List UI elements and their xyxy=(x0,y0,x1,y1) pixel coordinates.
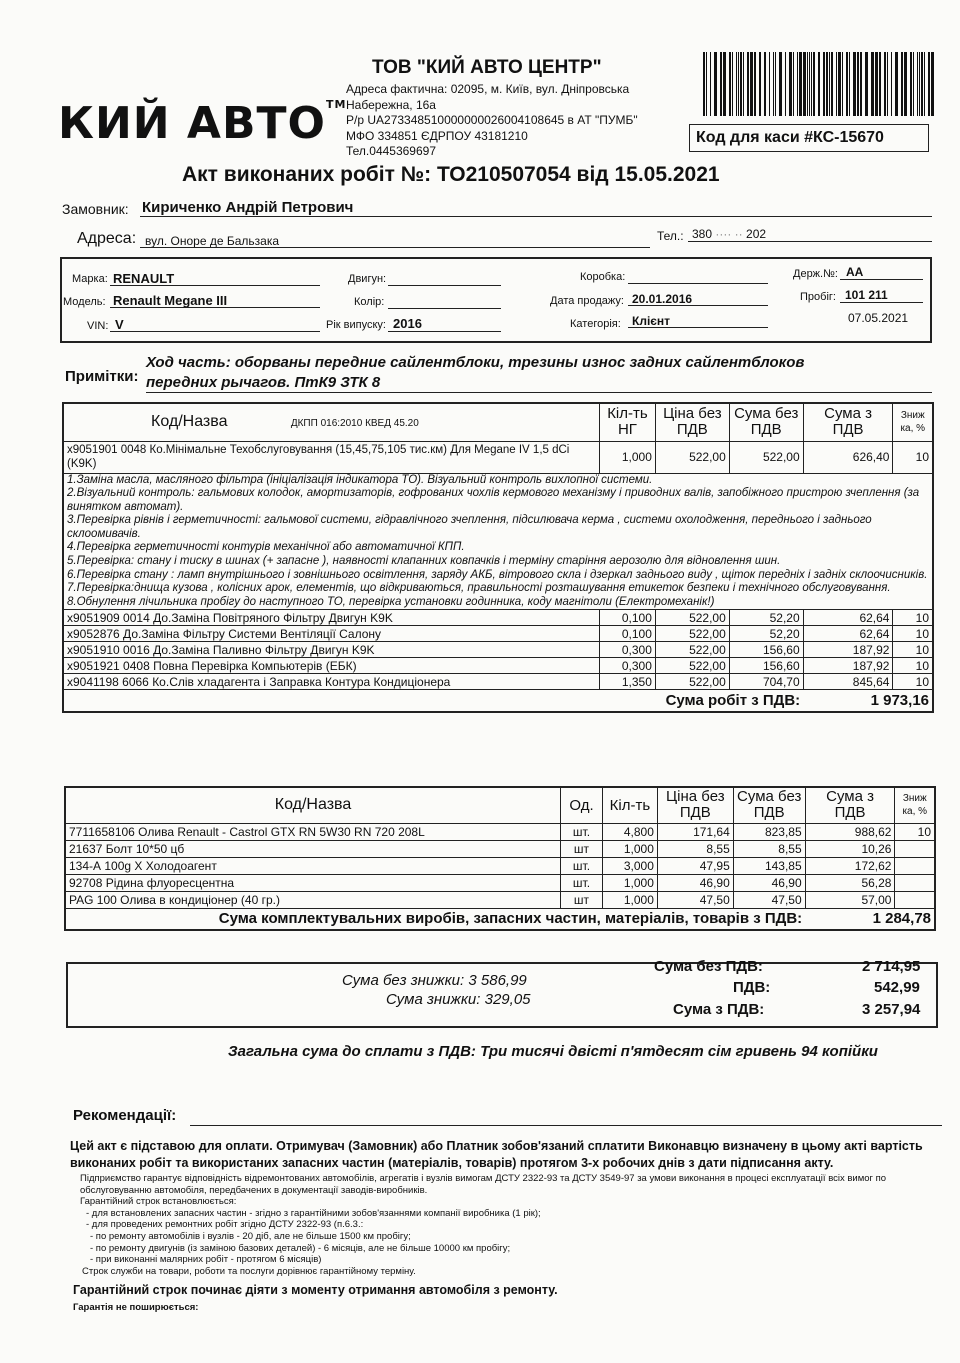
parts-row xyxy=(65,874,935,891)
address-line: МФО 334851 ЄДРПОУ 43181210 xyxy=(346,128,528,143)
total-in-words: Загальна сума до сплати з ПДВ: Три тисячі двісті п'ятдесят сім гривень 94 копійки xyxy=(228,1043,878,1060)
parts-row-unit: шт. xyxy=(561,857,603,874)
parts-row-discount xyxy=(895,874,935,891)
works-main-price: 522,00 xyxy=(655,441,729,473)
barcode-bar xyxy=(895,52,898,116)
works-row-sum-vat: 845,64 xyxy=(803,674,893,690)
parts-row-sum-vat: 10,26 xyxy=(805,840,895,857)
mileage-label: Пробіг: xyxy=(800,291,836,303)
works-row-price: 522,00 xyxy=(655,642,729,658)
barcode-bar xyxy=(769,52,770,116)
works-row-qty: 0,300 xyxy=(599,642,655,658)
address-line: Тел.0445369697 xyxy=(346,144,437,158)
vehicle-date: 07.05.2021 xyxy=(848,311,909,325)
barcode-bar xyxy=(813,52,815,116)
barcode-bar xyxy=(740,52,742,116)
works-header-qty: Кіл-ть НГ xyxy=(599,403,655,441)
parts-row xyxy=(65,891,935,908)
phone-label: Тел.: xyxy=(657,229,684,243)
customer-phone: 380 ···· ·· 202 xyxy=(692,227,767,241)
parts-row-price: 47,50 xyxy=(657,891,733,908)
works-step: 5.Перевірка: стану і тиску в шинах (+ запасне ), наявності клапанних ковпачків і терміну старіння аерозолю для відновлення шин. xyxy=(67,555,781,568)
parts-row-price: 171,64 xyxy=(657,823,733,840)
parts-row-qty: 4,800 xyxy=(602,823,657,840)
parts-row-qty: 3,000 xyxy=(602,857,657,874)
warranty-line: - для встановлених запасних частин - згідно з гарантійними зобов'язаннями компанії виробника (1 рік); xyxy=(86,1207,541,1219)
barcode-bar xyxy=(875,52,878,116)
parts-row-name: 21637 Болт 10*50 цб xyxy=(65,840,561,857)
barcode-bar xyxy=(838,52,841,116)
warranty-line: - по ремонту автомобілів і вузлів - 20 діб, але не більше 1500 км пробігу; xyxy=(90,1230,411,1242)
works-main-qty: 1,000 xyxy=(599,441,655,473)
mileage-value: 101 211 xyxy=(845,288,888,302)
works-step: 6.Перевірка стану : ламп внутрішнього і зовнішнього освітлення, заряду АКБ, вітрового скла і дзеркал заднього виду , щіток передніх і задніх склоочисників. xyxy=(67,568,928,581)
works-row-price: 522,00 xyxy=(655,674,729,690)
barcode-bar xyxy=(799,52,802,116)
works-row-name: х9051909 0014 До.Заміна Повітряного Фільтру Двигун K9K xyxy=(63,610,599,626)
works-row-qty: 0,100 xyxy=(599,610,655,626)
barcode-bar xyxy=(919,52,920,116)
parts-row-sum: 46,90 xyxy=(733,874,805,891)
parts-row-sum-vat: 172,62 xyxy=(805,857,895,874)
works-row xyxy=(63,674,933,690)
company-address xyxy=(346,82,638,160)
year-label: Рік випуску: xyxy=(326,319,386,331)
works-row-sum: 704,70 xyxy=(729,674,803,690)
parts-row-name: PAG 100 Олива в кондиціонер (40 гр.) xyxy=(65,891,561,908)
barcode-bar xyxy=(853,52,856,116)
parts-row-sum: 47,50 xyxy=(733,891,805,908)
parts-row-unit: шт xyxy=(561,840,603,857)
barcode-bar xyxy=(703,52,705,116)
barcode-bar xyxy=(720,52,722,116)
barcode-bar xyxy=(857,52,859,116)
works-main-sum-vat: 626,40 xyxy=(803,441,893,473)
works-row-name: х9051921 0408 Повна Перевірка Компьютерів (ЕБК) xyxy=(63,658,599,674)
parts-total-value: 1 284,78 xyxy=(805,908,935,930)
barcode-bar xyxy=(904,52,907,116)
works-header-discount: Зниж ка, % xyxy=(893,403,933,441)
model-value: Renault Megane III xyxy=(113,293,228,308)
warranty-line: - по ремонту двигунів (із заміною базових деталей) - 6 місяців, але не більше 10000 км пробігу; xyxy=(90,1242,511,1254)
warranty-line: Підприємство гарантує відповідність відремонтованих автомобілів, агрегатів і вузлів вимогам ДСТУ 2322-93 та ДСТУ 3549-97 за умови виконання в процесі експлуатації всіх вимог по xyxy=(80,1173,887,1184)
barcode-bar xyxy=(738,52,739,116)
parts-row xyxy=(65,840,935,857)
works-total-row xyxy=(63,690,933,712)
works-row-sum-vat: 187,92 xyxy=(803,642,893,658)
works-row-price: 522,00 xyxy=(655,658,729,674)
works-main-name: х9051901 0048 Ко.Мінімальне Техобслуговування (15,45,75,105 тис.км) Для Megane IV 1,5 dCi (K9K) xyxy=(63,441,599,473)
works-row xyxy=(63,626,933,642)
parts-row-sum: 823,85 xyxy=(733,823,805,840)
parts-total-label: Сума комплектувальних виробів, запасних частин, матеріалів, товарів з ПДВ: xyxy=(65,908,805,930)
works-row-sum: 52,20 xyxy=(729,626,803,642)
warranty-line: Гарантійний строк встановлюється: xyxy=(80,1196,237,1208)
barcode-bar xyxy=(887,52,888,116)
barcode-bar xyxy=(706,52,707,116)
works-row-discount: 10 xyxy=(893,674,933,690)
parts-header-price: Ціна без ПДВ xyxy=(657,787,733,823)
parts-row-qty: 1,000 xyxy=(602,891,657,908)
parts-header-sum: Сума без ПДВ xyxy=(733,787,805,823)
works-row-sum: 156,60 xyxy=(729,658,803,674)
works-row-sum: 52,20 xyxy=(729,610,803,626)
works-row-sum-vat: 62,64 xyxy=(803,626,893,642)
parts-row-unit: шт. xyxy=(561,823,603,840)
works-step: 2.Візуальний контроль: гальмових колодок, амортизаторів, гофрованих чохлів кермового механізму і приводних валів, запобіжного пристрою зчеплення (за винятком автомат). xyxy=(67,487,920,513)
notes-line-2: передних рычагов. ПтК9 ЗТК 8 xyxy=(146,374,381,391)
works-header-sum-vat: Сума з ПДВ xyxy=(803,403,893,441)
barcode-bar xyxy=(931,52,934,116)
parts-row-name: 7711658106 Олива Renault - Castrol GTX RN 5W30 RN 720 208L xyxy=(65,823,561,840)
works-row-sum: 156,60 xyxy=(729,642,803,658)
works-header-row xyxy=(63,403,933,441)
works-row xyxy=(63,610,933,626)
works-row-qty: 0,100 xyxy=(599,626,655,642)
barcode-bar xyxy=(732,52,733,116)
barcode-bar xyxy=(793,52,794,116)
works-step: 8.Обнулення лічильника пробігу до наступного ТО, перевірка установки годинника, коду магнітоли (Електромеханік!) xyxy=(67,595,715,608)
discount-sum: Сума знижки: 329,05 xyxy=(386,991,531,1008)
parts-header-discount: Зниж ка, % xyxy=(895,787,935,823)
customer-address: вул. Оноре де Бальзака xyxy=(145,234,280,248)
barcode-bar xyxy=(924,52,925,116)
no-discount-sum: Сума без знижки: 3 586,99 xyxy=(342,972,527,989)
barcode-bar xyxy=(879,52,881,116)
works-row-price: 522,00 xyxy=(655,610,729,626)
parts-row-qty: 1,000 xyxy=(602,874,657,891)
barcode-bar xyxy=(910,52,912,116)
barcode-bar xyxy=(723,52,726,116)
company-name: ТОВ "КИЙ АВТО ЦЕНТР" xyxy=(372,57,602,78)
parts-row-price: 46,90 xyxy=(657,874,733,891)
barcode-bar xyxy=(797,52,798,116)
parts-row-sum-vat: 57,00 xyxy=(805,891,895,908)
barcode-bar xyxy=(803,52,806,116)
barcode-bar xyxy=(785,52,786,116)
category-value: Клієнт xyxy=(632,314,671,328)
engine-label: Двигун: xyxy=(348,273,387,285)
parts-row-discount xyxy=(895,891,935,908)
parts-row-price: 8,55 xyxy=(657,840,733,857)
barcode-bar xyxy=(818,52,820,116)
model-label: Модель: xyxy=(63,296,106,308)
color-label: Колір: xyxy=(354,296,385,308)
works-header-code: Код/Назва ДКПП 016:2010 КВЕД 45.20 xyxy=(63,403,599,441)
gearbox-label: Коробка: xyxy=(580,271,626,283)
warranty-terms xyxy=(80,1173,940,1277)
barcode-bar xyxy=(775,52,776,116)
works-row-qty: 0,300 xyxy=(599,658,655,674)
make-label: Марка: xyxy=(72,273,108,285)
parts-header-unit: Од. xyxy=(561,787,603,823)
barcode xyxy=(703,52,935,116)
plate-label: Держ.№: xyxy=(793,268,838,280)
warranty-line: - для проведених ремонтних робіт згідно ДСТУ 2322-93 (п.6.3.: xyxy=(86,1219,364,1231)
parts-total-row xyxy=(65,908,935,930)
notes-label: Примітки: xyxy=(65,368,139,385)
address-label: Адреса: xyxy=(77,230,137,247)
parts-row-sum-vat: 56,28 xyxy=(805,874,895,891)
parts-row-discount xyxy=(895,857,935,874)
barcode-bar xyxy=(764,52,766,116)
barcode-bar xyxy=(829,52,830,116)
parts-header-sum-vat: Сума з ПДВ xyxy=(805,787,895,823)
barcode-bar xyxy=(747,52,749,116)
barcode-bar xyxy=(826,52,828,116)
recommendations-label: Рекомендації: xyxy=(73,1107,177,1124)
company-logo: КИЙ АВТО™ xyxy=(58,98,347,149)
works-header-price: Ціна без ПДВ xyxy=(655,403,729,441)
notes-line-1: Ход часть: оборваны передние сайлентблоки, трезины износ задних сайлентблоков xyxy=(146,354,805,371)
warranty-start: Гарантійний строк починає діяти з моменту отримання автомобіля з ремонту. xyxy=(73,1283,558,1297)
address-line: Р/р UA273348510000000026004108645 в АТ "ПУМБ" xyxy=(346,113,638,127)
vin-label: VIN: xyxy=(87,320,109,332)
works-row-discount: 10 xyxy=(893,626,933,642)
parts-row-name: 134-А 100g Х Холодоагент xyxy=(65,857,561,874)
barcode-bar xyxy=(710,52,711,116)
barcode-bar xyxy=(884,52,886,116)
works-step: 7.Перевірка:днища кузова , колісних арок, елементів, що відкриваються, правильності розташування етикеток безпеки і технічного обслуговування. xyxy=(67,582,891,595)
works-total-label: Сума робіт з ПДВ: xyxy=(63,690,803,712)
barcode-bar xyxy=(865,52,868,116)
parts-row xyxy=(65,857,935,874)
barcode-bar xyxy=(714,52,717,116)
sale-date-label: Дата продажу: xyxy=(550,295,624,307)
address-line: Адреса фактична: 02095, м. Київ, вул. Дніпровська xyxy=(346,82,630,96)
payment-note: Цей акт є підставою для оплати. Отримувач (Замовник) або Платник зобов'язаний сплатити Виконавцю визначену в цьому акті вартість виконаних робіт та використаних запасних частин (матеріалів, товарів) протягом 3-х робочих днів з дати підписання акту. xyxy=(70,1139,923,1170)
works-row xyxy=(63,642,933,658)
parts-row-discount: 10 xyxy=(895,823,935,840)
barcode-bar xyxy=(849,52,850,116)
parts-row-discount xyxy=(895,840,935,857)
works-row-discount: 10 xyxy=(893,658,933,674)
works-row-qty: 1,350 xyxy=(599,674,655,690)
parts-row-qty: 1,000 xyxy=(602,840,657,857)
works-main-row xyxy=(63,441,933,473)
barcode-bar xyxy=(807,52,808,116)
warranty-line: - при виконанні малярних робіт - протягом 6 місяців) xyxy=(90,1254,322,1266)
gross-value: 3 257,94 xyxy=(862,1001,921,1018)
works-row-name: х9041198 6066 Ко.Слів хладагента і Заправка Контура Кондиціонера xyxy=(63,674,599,690)
barcode-bar xyxy=(871,52,874,116)
works-row-sum-vat: 187,92 xyxy=(803,658,893,674)
works-step: 1.Заміна масла, масляного фільтра (ініціалізація індикатора ТО). Візуальний контроль вихлопної системи. xyxy=(67,473,653,486)
net-value: 2 714,95 xyxy=(862,958,921,975)
customer-name: Кириченко Андрій Петрович xyxy=(142,199,354,216)
barcode-bar xyxy=(809,52,810,116)
barcode-bar xyxy=(789,52,792,116)
works-row-price: 522,00 xyxy=(655,626,729,642)
barcode-bar xyxy=(754,52,756,116)
vat-value: 542,99 xyxy=(874,979,920,996)
works-step: 4.Перевірка герметичності контурів механічної або автоматичної КПП. xyxy=(67,541,465,554)
works-row-discount: 10 xyxy=(893,610,933,626)
works-row-name: х9052876 До.Заміна Фільтру Системи Вентіляції Салону xyxy=(63,626,599,642)
parts-row-sum: 143,85 xyxy=(733,857,805,874)
vat-label: ПДВ: xyxy=(733,979,771,996)
works-steps-row xyxy=(63,473,933,610)
works-table xyxy=(62,402,934,713)
works-row xyxy=(63,658,933,674)
plate-value: АА xyxy=(846,265,864,279)
barcode-bar xyxy=(750,52,753,116)
works-row-sum-vat: 62,64 xyxy=(803,610,893,626)
barcode-bar xyxy=(743,52,744,116)
works-row-discount: 10 xyxy=(893,642,933,658)
barcode-bar xyxy=(860,52,862,116)
warranty-line: Строк служби на товари, роботи та послуги дорівнює гарантійному терміну. xyxy=(82,1265,416,1277)
barcode-bar xyxy=(831,52,833,116)
works-header-sum: Сума без ПДВ xyxy=(729,403,803,441)
barcode-bar xyxy=(773,52,774,116)
sale-date-value: 20.01.2016 xyxy=(632,292,693,306)
category-label: Категорія: xyxy=(570,318,621,330)
net-label: Сума без ПДВ: xyxy=(654,958,763,975)
warranty-line: обслуговуванню автомобіля, передбачених в документації заводів-виробників. xyxy=(80,1184,428,1196)
parts-row-sum: 8,55 xyxy=(733,840,805,857)
year-value: 2016 xyxy=(393,316,422,331)
barcode-bar xyxy=(823,52,825,116)
barcode-bar xyxy=(928,52,930,116)
act-title: Акт виконаних робіт №: ТО210507054 від 15.05.2021 xyxy=(182,163,720,186)
warranty-excluded: Гарантія не поширюється: xyxy=(73,1302,199,1313)
works-total-value: 1 973,16 xyxy=(803,690,933,712)
vin-value: V xyxy=(115,317,124,332)
parts-row-unit: шт. xyxy=(561,874,603,891)
barcode-bar xyxy=(779,52,782,116)
parts-header-code: Код/Назва xyxy=(65,787,561,823)
works-step: 3.Перевірка рівнів і герметичності: гальмової системи, гідравлічного зчеплення, підсилювача керма , системи охолодження, переднього і заднього склоомивачів. xyxy=(67,514,872,540)
parts-row-unit: шт xyxy=(561,891,603,908)
parts-row-name: 92708 Рідина флуоресцентна xyxy=(65,874,561,891)
barcode-bar xyxy=(913,52,914,116)
parts-row xyxy=(65,823,935,840)
parts-row-price: 47,95 xyxy=(657,857,733,874)
barcode-bar xyxy=(736,52,737,116)
parts-table xyxy=(64,786,936,931)
gross-label: Сума з ПДВ: xyxy=(673,1001,765,1018)
make-value: RENAULT xyxy=(113,271,175,286)
works-main-discount: 10 xyxy=(893,441,933,473)
works-steps xyxy=(63,473,933,610)
cash-code: Код для каси #КС-15670 xyxy=(689,124,929,152)
barcode-bar xyxy=(759,52,761,116)
barcode-bar xyxy=(846,52,848,116)
barcode-bar xyxy=(901,52,903,116)
works-main-sum: 522,00 xyxy=(729,441,803,473)
parts-header-row xyxy=(65,787,935,823)
parts-header-qty: Кіл-ть xyxy=(602,787,657,823)
barcode-bar xyxy=(842,52,843,116)
works-row-name: х9051910 0016 До.Заміна Паливно Фільтру Двигун K9K xyxy=(63,642,599,658)
barcode-bar xyxy=(891,52,892,116)
parts-row-sum-vat: 988,62 xyxy=(805,823,895,840)
barcode-bar xyxy=(917,52,918,116)
barcode-bar xyxy=(729,52,731,116)
barcode-bar xyxy=(836,52,837,116)
barcode-bar xyxy=(921,52,923,116)
barcode-bar xyxy=(811,52,812,116)
address-line: Набережна, 16а xyxy=(346,97,436,112)
customer-label: Замовник: xyxy=(62,201,129,217)
